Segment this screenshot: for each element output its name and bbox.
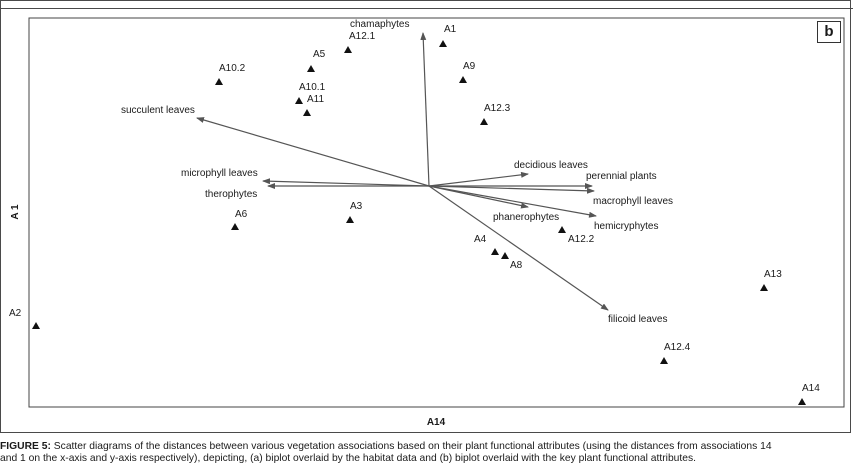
data-point-label: A12.3 <box>484 103 511 114</box>
data-point-marker <box>480 118 488 125</box>
vector-label: therophytes <box>205 189 258 200</box>
data-point-label: A14 <box>802 383 820 394</box>
x-axis-title: A14 <box>426 417 446 428</box>
data-point-marker <box>344 46 352 53</box>
data-point-marker <box>303 109 311 116</box>
vector-label: hemicryphytes <box>594 221 659 232</box>
vector-arrow <box>429 174 528 186</box>
data-point-label: A4 <box>474 234 487 245</box>
y-axis-title: A 1 <box>10 204 21 220</box>
plot-area <box>29 18 844 407</box>
vector-arrow <box>263 181 429 186</box>
data-point-marker <box>459 76 467 83</box>
data-point-marker <box>32 322 40 329</box>
data-point-label: A3 <box>350 201 363 212</box>
data-point-label: A5 <box>313 49 326 60</box>
data-point-marker <box>558 226 566 233</box>
caption-line-1 <box>0 441 853 453</box>
vector-label: macrophyll leaves <box>593 196 674 207</box>
vector-label: microphyll leaves <box>181 168 258 179</box>
data-point-label: A10.1 <box>299 82 326 93</box>
caption-text-1: Scatter diagrams of the distances between various vegetation associations based on their plant functional attributes (using the distances from associations 14 <box>53 441 772 452</box>
vector-layer <box>121 19 673 325</box>
vector-label: decidious leaves <box>514 160 588 171</box>
data-point-marker <box>307 65 315 72</box>
vector-label: filicoid leaves <box>608 314 668 325</box>
vector-label: chamaphytes <box>350 19 410 30</box>
vector-label: perennial plants <box>586 171 657 182</box>
panel-label: b <box>817 21 841 43</box>
data-point-marker <box>295 97 303 104</box>
data-point-label: A6 <box>235 209 248 220</box>
data-point-label: A1 <box>444 24 457 35</box>
data-point-marker <box>491 248 499 255</box>
data-point-label: A12.4 <box>664 342 691 353</box>
data-point-label: A8 <box>510 260 523 271</box>
data-point-label: A9 <box>463 61 476 72</box>
data-point-marker <box>439 40 447 47</box>
vector-arrow <box>423 33 429 186</box>
data-point-marker <box>660 357 668 364</box>
data-point-label: A10.2 <box>219 63 246 74</box>
data-point-marker <box>346 216 354 223</box>
data-point-marker <box>760 284 768 291</box>
data-point-marker <box>798 398 806 405</box>
vector-label: succulent leaves <box>121 105 195 116</box>
figure-caption <box>0 441 853 466</box>
caption-line-2: and 1 on the x-axis and y-axis respectively), depicting, (a) biplot overlaid by the habitat data and (b) biplot overlaid with the key plant functional attributes. <box>0 453 697 465</box>
data-point-marker <box>231 223 239 230</box>
data-point-label: A12.2 <box>568 234 595 245</box>
caption-label: FIGURE 5: <box>0 441 51 452</box>
data-point-marker <box>215 78 223 85</box>
data-point-marker <box>501 252 509 259</box>
data-point-label: A13 <box>764 269 782 280</box>
vector-label: phanerophytes <box>493 212 560 223</box>
point-layer <box>9 24 820 405</box>
data-point-label: A2 <box>9 308 22 319</box>
data-point-label: A12.1 <box>349 31 376 42</box>
data-point-label: A11 <box>307 94 325 105</box>
